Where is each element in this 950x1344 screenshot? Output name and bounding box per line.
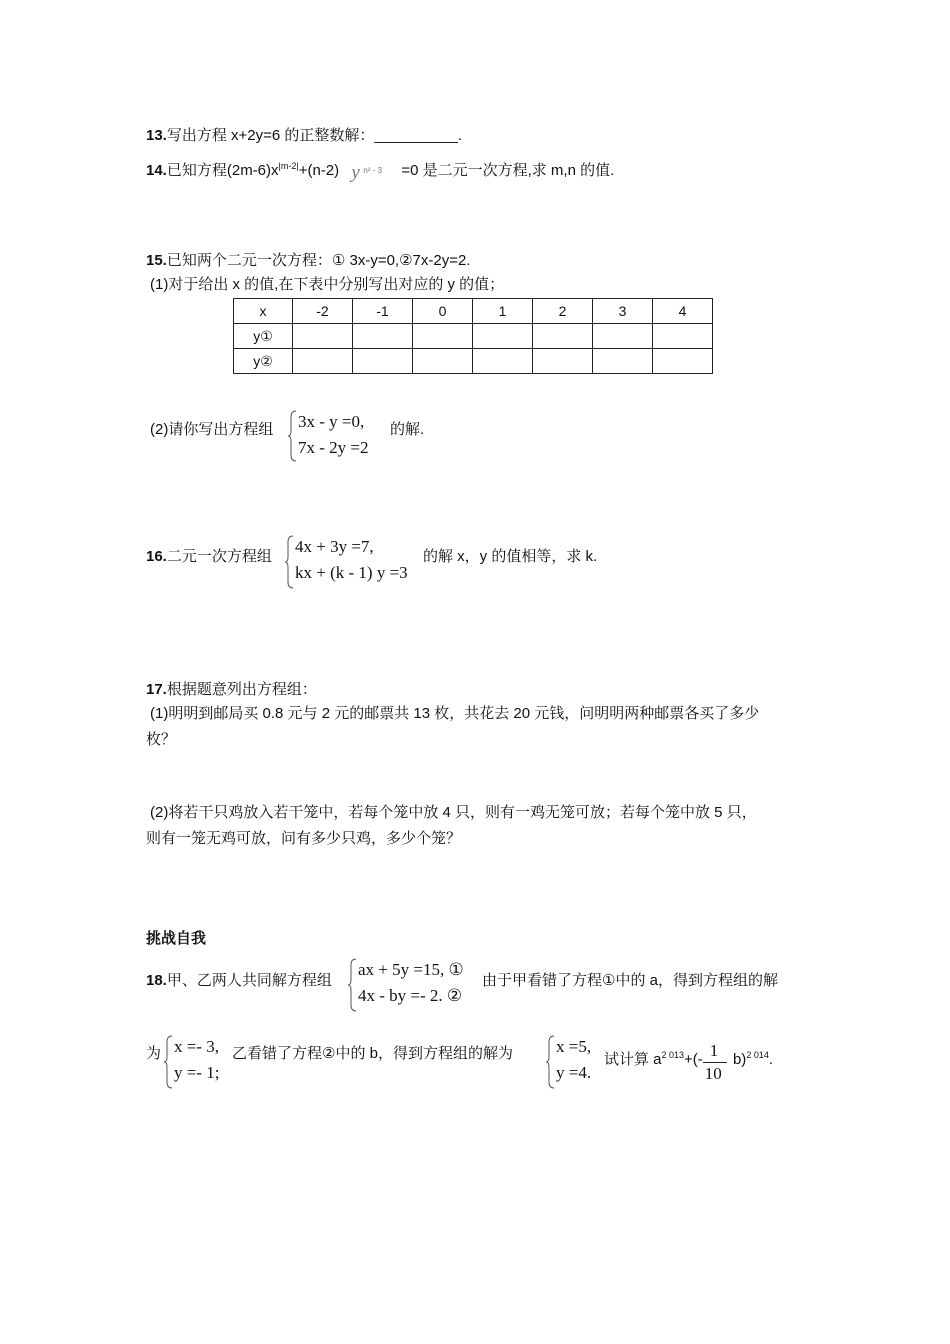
brace-icon	[348, 957, 358, 1013]
q18-equation-system	[348, 957, 464, 1017]
q15-number: 15.	[146, 252, 167, 269]
answer-cell[interactable]	[653, 349, 713, 374]
q18-post: 由于甲看错了方程①中的 a，得到方程组的解	[482, 972, 778, 989]
system-equation: ax + 5y =15, ①	[358, 960, 464, 979]
answer-cell[interactable]	[413, 324, 473, 349]
q17-part1-line1: (1)明明到邮局买 0.8 元与 2 元的邮票共 13 枚，共花去 20 元钱，问明明两种邮票各买了多少	[150, 705, 760, 722]
table-cell: x	[234, 299, 293, 324]
q18-solution-2	[546, 1034, 592, 1094]
q18-b: b)	[728, 1051, 747, 1068]
table-cell: 4	[653, 299, 713, 324]
q14-y-term	[343, 155, 401, 183]
table-cell: 1	[473, 299, 533, 324]
answer-cell[interactable]	[533, 324, 593, 349]
brace-icon	[288, 409, 298, 463]
q17-text: 根据题意列出方程组：	[166, 681, 317, 698]
q17-part1-line2: 枚？	[146, 731, 177, 748]
table-row-label: y②	[234, 349, 293, 374]
question-15	[146, 251, 470, 271]
q18-exp-2: 2 014	[746, 1050, 769, 1060]
answer-cell[interactable]	[353, 349, 413, 374]
answer-cell[interactable]	[653, 324, 713, 349]
q17-part2-line2: 则有一笼无鸡可放，问有多少只鸡，多少个笼？	[146, 830, 462, 847]
q17-number: 17.	[146, 681, 167, 698]
question-17	[146, 680, 317, 700]
system-equation: 3x - y =0,	[298, 412, 365, 431]
answer-cell[interactable]	[473, 349, 533, 374]
answer-cell[interactable]	[473, 324, 533, 349]
solution-equation: x =5,	[556, 1037, 592, 1056]
table-row	[234, 349, 713, 374]
brace-icon	[546, 1034, 556, 1090]
q15-text: 已知两个二元一次方程：① 3x-y=0,②7x-2y=2.	[166, 252, 471, 269]
q16-number: 16.	[146, 548, 167, 565]
system-equation: 4x - by =- 2. ②	[358, 986, 463, 1005]
fraction-bar	[703, 1062, 727, 1063]
question-18	[146, 971, 332, 991]
answer-cell[interactable]	[533, 349, 593, 374]
q18-solution-1	[164, 1034, 220, 1094]
system-equation: 7x - 2y =2	[298, 438, 369, 457]
q13-text: 写出方程 x+2y=6 的正整数解：	[166, 127, 375, 144]
q14-exponent: |m-2|	[278, 161, 299, 171]
q14-number: 14.	[146, 162, 167, 179]
q18-calc-pre: 试计算 a	[604, 1051, 662, 1068]
q16-post: 的解 x，y 的值相等，求 k.	[423, 548, 598, 565]
answer-cell[interactable]	[293, 324, 353, 349]
section-heading: 挑战自我	[146, 930, 207, 947]
q14-pre: 已知方程(2m-6)x	[166, 162, 279, 179]
q13-number: 13.	[146, 127, 167, 144]
answer-cell[interactable]	[353, 324, 413, 349]
q18-plus: +(-	[684, 1051, 703, 1068]
table-header-row	[234, 299, 713, 324]
table-row-label: y①	[234, 324, 293, 349]
q18-number: 18.	[146, 972, 167, 989]
q15-equation-system	[288, 409, 369, 467]
q15-part2-pre: (2)请你写出方程组	[150, 421, 274, 438]
q14-post: =0 是二元一次方程,求 m,n 的值.	[401, 162, 615, 179]
q18-line2-mid: 乙看错了方程②中的 b，得到方程组的解为	[232, 1045, 513, 1062]
table-cell: -2	[293, 299, 353, 324]
system-equation: 4x + 3y =7,	[295, 537, 374, 556]
fraction-numerator: 1	[709, 1041, 719, 1060]
table-row	[234, 324, 713, 349]
fraction	[703, 1041, 729, 1083]
q18-pre: 甲、乙两人共同解方程组	[166, 972, 332, 989]
table-cell: 2	[533, 299, 593, 324]
question-13	[146, 126, 462, 146]
question-16	[146, 547, 272, 567]
q15-part2-post: 的解.	[390, 421, 425, 438]
q13-end: .	[457, 127, 463, 144]
question-14	[146, 155, 614, 182]
q17-part2-line1: (2)将若干只鸡放入若干笼中，若每个笼中放 4 只，则有一鸡无笼可放；若每个笼中放 5 只，	[150, 804, 757, 821]
answer-cell[interactable]	[413, 349, 473, 374]
q14-y-exponent: n² - 3	[363, 166, 382, 175]
xy-table	[233, 298, 713, 374]
q14-mid: +(n-2)	[298, 162, 340, 179]
answer-cell[interactable]	[593, 324, 653, 349]
q14-y: y	[351, 162, 360, 183]
q15-part1: (1)对于给出 x 的值,在下表中分别写出对应的 y 的值；	[150, 276, 505, 293]
fraction-denominator: 10	[704, 1064, 722, 1083]
q18-calc	[604, 1041, 774, 1083]
q16-equation-system	[285, 534, 408, 594]
solution-equation: y =- 1;	[174, 1063, 220, 1082]
brace-icon	[164, 1034, 174, 1090]
q18-end: .	[768, 1051, 774, 1068]
q16-pre: 二元一次方程组	[166, 548, 272, 565]
table-cell: 3	[593, 299, 653, 324]
table-cell: 0	[413, 299, 473, 324]
answer-cell[interactable]	[593, 349, 653, 374]
q13-blank: __________	[374, 127, 458, 144]
answer-cell[interactable]	[293, 349, 353, 374]
brace-icon	[285, 534, 295, 590]
q18-exp-1: 2 013	[661, 1050, 685, 1060]
system-equation: kx + (k - 1) y =3	[295, 563, 408, 582]
q18-line2-pre: 为	[146, 1045, 162, 1062]
solution-equation: y =4.	[556, 1063, 592, 1082]
table-cell: -1	[353, 299, 413, 324]
solution-equation: x =- 3,	[174, 1037, 219, 1056]
